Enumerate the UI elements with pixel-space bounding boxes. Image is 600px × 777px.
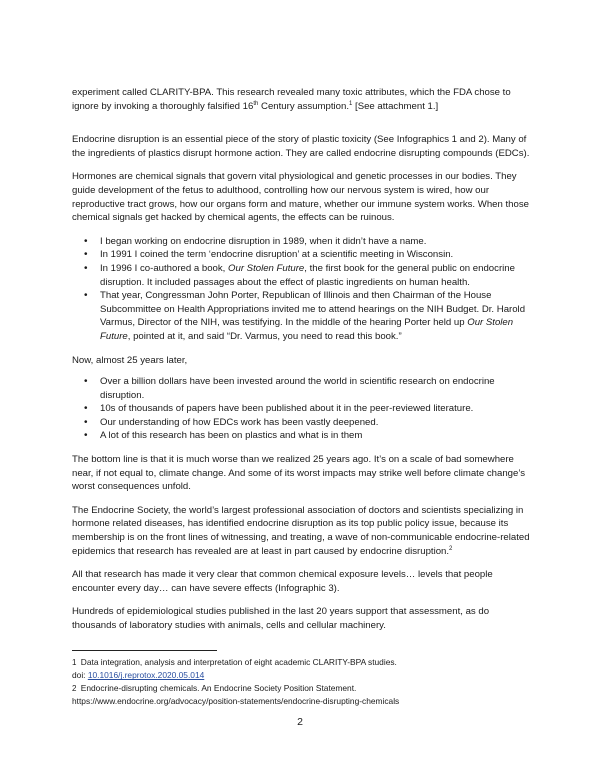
list-item-text: , pointed at it, and said “Dr. Varmus, you need to read this book.” bbox=[127, 330, 402, 342]
book-title: Our Stolen Future bbox=[228, 262, 305, 274]
list-item: • In 1991 I coined the term ‘endocrine disruption’ at a scientific meeting in Wisconsin. bbox=[72, 248, 532, 262]
document-body bbox=[72, 86, 532, 643]
footnote-ref-2: 2 bbox=[449, 545, 453, 552]
footnote-number: 2 bbox=[72, 683, 77, 693]
paragraph-clarity-bpa bbox=[72, 86, 532, 113]
page-number: 2 bbox=[297, 716, 303, 728]
footnote-separator bbox=[72, 650, 217, 651]
list-item: • A lot of this research has been on plastics and what is in them bbox=[72, 429, 532, 443]
footnote-1-doi bbox=[72, 669, 542, 681]
footnotes bbox=[72, 656, 542, 708]
paragraph-epidemiological-studies: Hundreds of epidemiological studies published in the last 20 years support that assessment, as do thousands of laboratory studies with animals, cells and cellular machinery. bbox=[72, 606, 490, 631]
list-item: • I began working on endocrine disruption in 1989, when it didn’t have a name. bbox=[72, 235, 532, 249]
paragraph-text: experiment called CLARITY-BPA. This research revealed many toxic attributes, which the FDA chose to ignore by invoking a thoroughly falsified 16 bbox=[72, 87, 511, 112]
doi-link[interactable]: 10.1016/j.reprotox.2020.05.014 bbox=[87, 670, 205, 681]
footnote-text: Endocrine-disrupting chemicals. An Endocrine Society Position Statement. bbox=[78, 682, 357, 693]
paragraph-text: Century assumption. bbox=[258, 100, 350, 112]
footnote-number: 1 bbox=[72, 658, 77, 667]
footnote-text: Data integration, analysis and interpretation of eight academic CLARITY-BPA studies. bbox=[78, 657, 397, 667]
list-item: • 10s of thousands of papers have been published about it in the peer-reviewed literature. bbox=[72, 402, 532, 416]
list-item-text: In 1996 I co-authored a book, bbox=[100, 262, 229, 274]
bullet-list-progress bbox=[72, 375, 532, 443]
book-title: Our Stolen Future bbox=[100, 317, 514, 342]
footnote-2-url: https://www.endocrine.org/advocacy/position-statements/endocrine-disrupting-chemicals bbox=[72, 696, 400, 707]
paragraph-text: The Endocrine Society, the world’s largest professional association of doctors and scientists specializing in hormone related diseases, has identified endocrine disruption as its top public policy issue, because its membership is on the front lines of witnessing, and treating, a wave of non-communicable endocrine-related epidemics that research has revealed are at least in part caused by endocrine disruption. bbox=[72, 504, 530, 557]
list-item bbox=[72, 289, 532, 343]
paragraph-exposure-levels: All that research has made it very clear that common chemical exposure levels… levels that people encounter every day… can have severe effects (Infographic 3). bbox=[72, 569, 493, 594]
list-item-text: That year, Congressman John Porter, Republican of Illinois and then Chairman of the House Subcommittee on Health Appropriations invited me to attend hearings on the NIH Budget. Dr. Harold Varmus, Director of the NIH, was testifying. In the middle of the hearing Porter held up bbox=[100, 290, 526, 329]
paragraph-hormones: Hormones are chemical signals that govern vital physiological and genetic processes in our bodies. They guide development of the fetus to adulthood, controlling how our nervous system is wired, how our reproductive tract grows, how our organs form and mature, whether our immune system works. When those chemical signals get hacked by chemical agents, the effects can be ruinous. bbox=[72, 171, 529, 224]
paragraph-text: [See attachment 1.] bbox=[352, 100, 439, 112]
footnote-1 bbox=[72, 656, 542, 669]
footnote-ref-1: 1 bbox=[349, 100, 353, 107]
list-item-text: , the first book for the general public on endocrine disruption. It included passages about the effect of plastic ingredients on human health. bbox=[100, 262, 515, 288]
paragraph-bottom-line: The bottom line is that it is much worse than we realized 25 years ago. It’s on a scale of bad somewhere near, if not equal to, climate change. And some of its worst impacts may strike well before climate change’s worst consequences unfold. bbox=[72, 454, 526, 493]
bullet-list-history bbox=[72, 235, 532, 344]
paragraph-now: Now, almost 25 years later, bbox=[72, 354, 188, 366]
paragraph-endocrine-society bbox=[72, 504, 532, 558]
list-item: • Our understanding of how EDCs work has been vastly deepened. bbox=[72, 416, 532, 430]
list-item: • Over a billion dollars have been invested around the world in scientific research on endocrine disruption. bbox=[72, 375, 532, 402]
list-item bbox=[72, 262, 532, 289]
paragraph-endocrine-disruption: Endocrine disruption is an essential piece of the story of plastic toxicity (See Infographics 1 and 2). Many of the ingredients of plastics disrupt hormone action. They are called endocrine disrupting compounds (EDCs). bbox=[72, 134, 530, 159]
doi-label: doi: bbox=[72, 670, 88, 681]
footnote-2 bbox=[72, 682, 542, 695]
superscript-th: th bbox=[253, 100, 259, 107]
